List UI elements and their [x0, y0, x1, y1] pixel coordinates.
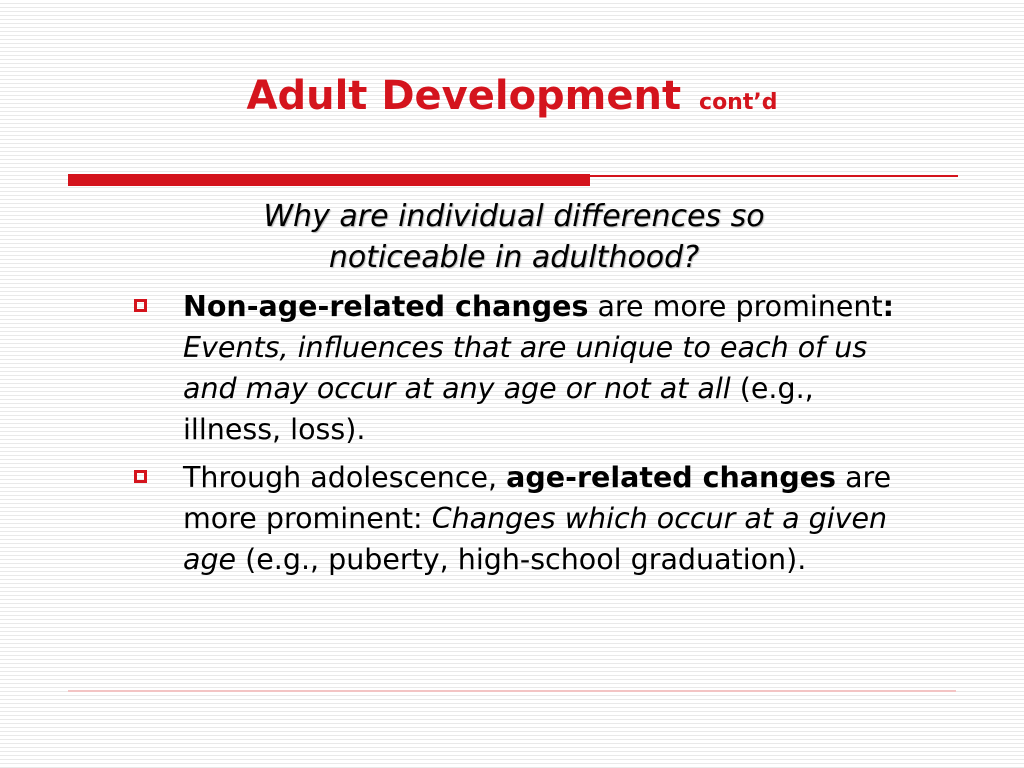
- bullet-list: [128, 286, 908, 587]
- hollow-square-bullet-icon: [134, 470, 147, 483]
- bullet-item-age-related: [128, 457, 908, 580]
- hollow-square-bullet-icon: [134, 299, 147, 312]
- bullet-term: age-related changes: [506, 461, 837, 494]
- title-divider-thin: [590, 175, 958, 177]
- bullet-example: (e.g., illness, loss).: [183, 372, 814, 446]
- slide-subtitle: [150, 196, 878, 278]
- slide-title-text: Adult Development: [246, 73, 682, 119]
- footer-divider: [68, 690, 956, 692]
- bullet-example: (e.g., puberty, high-school graduation).: [236, 543, 807, 576]
- title-divider-thick: [68, 174, 590, 186]
- bullet-term: Non-age-related changes: [183, 290, 589, 323]
- slide-title-suffix: cont’d: [699, 90, 778, 115]
- bullet-item-non-age-related: [128, 286, 908, 450]
- bullet-text: are more prominent:: [183, 461, 892, 535]
- bullet-intro: Through adolescence,: [183, 461, 507, 494]
- bullet-text: are more prominent: [588, 290, 883, 323]
- bullet-definition: Changes which occur at a given age: [183, 502, 888, 576]
- subtitle-line-1: Why are individual differences so: [263, 199, 765, 234]
- bullet-colon: :: [882, 290, 895, 323]
- subtitle-line-2: noticeable in adulthood?: [328, 240, 700, 275]
- bullet-definition: Events, influences that are unique to each of us and may occur at any age or not at all: [183, 331, 868, 405]
- slide-title: [0, 72, 1024, 127]
